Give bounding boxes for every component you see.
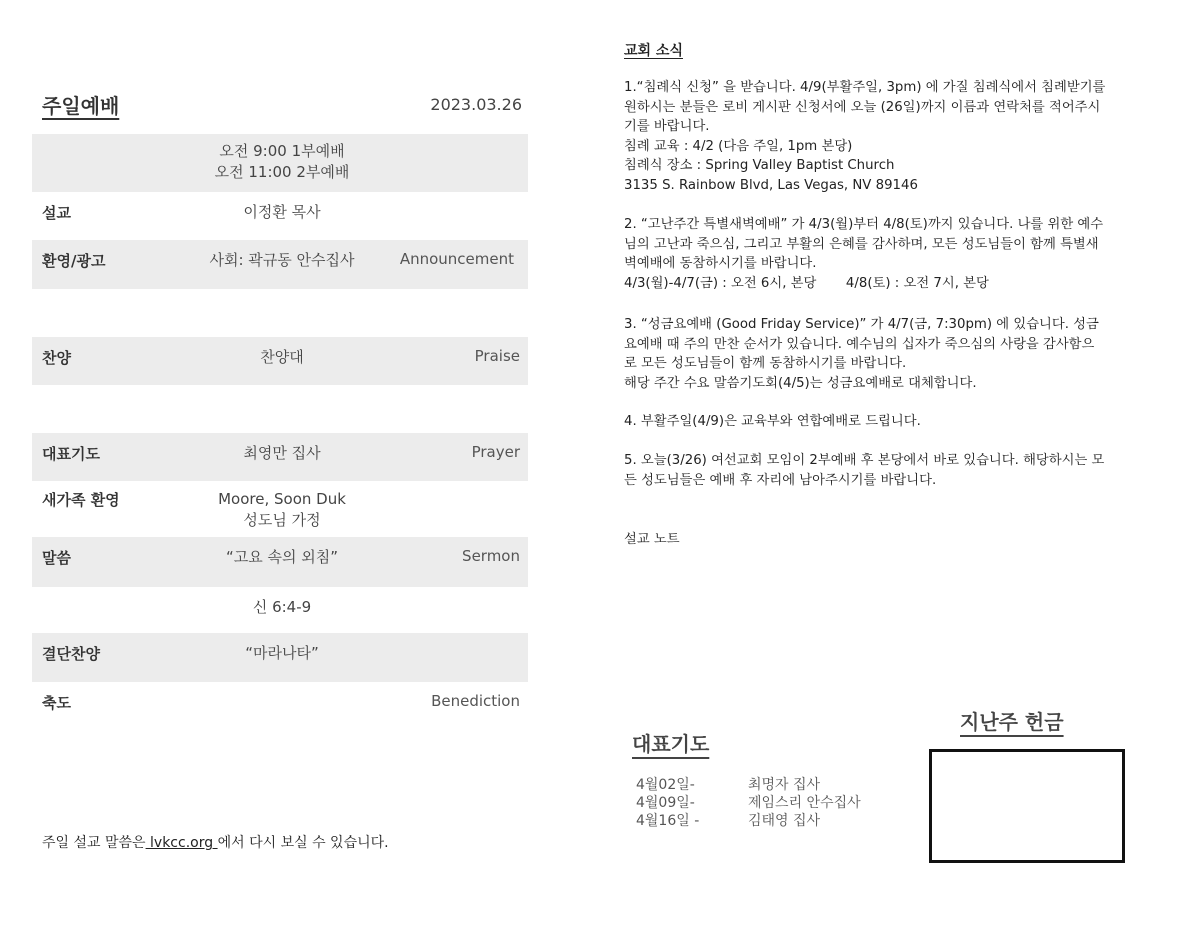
new-family-name: Moore, Soon Duk	[218, 490, 346, 508]
prayer-schedule-title: 대표기도	[632, 732, 710, 756]
benediction-row	[32, 682, 528, 728]
praise-row	[32, 337, 528, 385]
scripture-row	[32, 587, 528, 633]
row-label: 환영/광고	[42, 252, 106, 270]
prayer-date: 4월09일-	[636, 795, 695, 811]
sermon-notes-heading: 설교 노트	[624, 532, 680, 547]
news-item-baptism	[624, 78, 1172, 195]
row-label: 축도	[42, 694, 71, 712]
welcome-row	[32, 240, 528, 289]
row-english-label: Prayer	[471, 443, 520, 461]
new-family-row	[32, 481, 528, 537]
praise-leader: 찬양대	[260, 348, 304, 366]
offering-title: 지난주 헌금	[960, 710, 1064, 734]
note-prefix: 주일 설교 말씀은	[42, 835, 146, 851]
news-line: 3. “성금요예배 (Good Friday Service)” 가 4/7(금, 7:30pm) 에 있습니다. 성금	[624, 317, 1099, 332]
new-family-names	[162, 489, 402, 531]
row-english-label: Benediction	[431, 692, 520, 710]
news-line: 님의 고난과 죽으심, 그리고 부활의 은혜를 감사하며, 모든 성도님들이 함께 특별새	[624, 236, 1099, 252]
news-line: 4. 부활주일(4/9)은 교육부와 연합예배로 드립니다.	[624, 414, 921, 429]
row-label: 대표기도	[42, 445, 100, 463]
news-line: 기를 바랍니다.	[624, 119, 710, 134]
news-item-passion-week	[624, 215, 1172, 293]
list-item	[636, 794, 861, 812]
sermon-by-row	[32, 192, 528, 240]
new-family-household: 성도님 가정	[243, 511, 321, 529]
row-label: 찬양	[42, 349, 71, 367]
news-line: 침례 교육 : 4/2 (다음 주일, 1pm 본당)	[624, 138, 853, 154]
news-line: 2. “고난주간 특별새벽예배” 가 4/3(월)부터 4/8(토)까지 있습니다. 나를 위한 예수	[624, 217, 1104, 232]
news-line: 1.“침례식 신청” 을 받습니다. 4/9(부활주일, 3pm) 에 가질 침례식에서 침례받기를	[624, 80, 1106, 95]
first-service-time: 오전 9:00 1부예배	[219, 142, 345, 160]
prayer-person: 최명자 집사	[748, 777, 821, 793]
news-line: 침례식 장소 : Spring Valley Baptist Church	[624, 158, 895, 173]
prayer-person: 제임스리 안수집사	[748, 795, 861, 811]
row-label: 설교	[42, 204, 71, 222]
preacher-name: 이정환 목사	[243, 203, 321, 221]
news-line: 4/3(월)-4/7(금) : 오전 6시, 본당 4/8(토) : 오전 7시, 본당	[624, 275, 989, 291]
row-label: 말씀	[42, 549, 71, 567]
news-item-good-friday	[624, 315, 1172, 393]
service-title: 주일예배	[42, 94, 120, 118]
service-times	[162, 141, 402, 183]
row-english-label: Sermon	[462, 547, 520, 565]
row-label: 결단찬양	[42, 645, 100, 663]
news-item-womens-mission	[624, 451, 1172, 490]
prayer-date: 4월02일-	[636, 777, 695, 793]
news-item-easter	[624, 412, 1172, 432]
news-line: 해당 주간 수요 말씀기도회(4/5)는 성금요예배로 대체합니다.	[624, 375, 977, 391]
news-line: 로 모든 성도님들이 함께 동참하시기를 바랍니다.	[624, 356, 907, 371]
prayer-leader: 최영만 집사	[243, 444, 321, 462]
note-suffix: 에서 다시 보실 수 있습니다.	[217, 835, 389, 851]
news-line: 원하시는 분들은 로비 게시판 신청서에 오늘 (26일)까지 이름과 연락처를 적어주시	[624, 99, 1101, 115]
list-item	[636, 812, 861, 830]
host-name: 사회: 곽규동 안수집사	[209, 251, 355, 269]
scripture-reference: 신 6:4-9	[252, 598, 312, 616]
news-line: 벽예배에 동참하시기를 바랍니다.	[624, 256, 817, 271]
list-item	[636, 776, 861, 794]
prayer-schedule-list	[636, 776, 861, 830]
word-row	[32, 537, 528, 587]
prayer-person: 김태영 집사	[748, 813, 821, 829]
news-line: 5. 오늘(3/26) 여선교회 모임이 2부예배 후 본당에서 바로 있습니다. 해당하시는 모	[624, 453, 1105, 468]
offering-box	[929, 749, 1125, 863]
news-line: 든 성도님들은 예배 후 자리에 남아주시기를 바랍니다.	[624, 472, 937, 488]
row-english-label: Announcement	[399, 250, 514, 268]
website-link[interactable]: lvkcc.org	[145, 835, 218, 851]
sermon-online-note	[42, 832, 389, 852]
service-date: 2023.03.26	[430, 95, 522, 114]
response-hymn-row	[32, 633, 528, 682]
second-service-time: 오전 11:00 2부예배	[214, 163, 350, 181]
news-title: 교회 소식	[624, 43, 683, 59]
news-line: 3135 S. Rainbow Blvd, Las Vegas, NV 89146	[624, 177, 918, 193]
prayer-row	[32, 433, 528, 481]
response-hymn-title: “마라나타”	[245, 644, 319, 662]
prayer-date: 4월16일 -	[636, 813, 700, 829]
news-line: 요예배 때 주의 만찬 순서가 있습니다. 예수님의 십자가 죽으심의 사랑을 감사함으	[624, 336, 1095, 352]
row-english-label: Praise	[474, 347, 520, 365]
sermon-title: “고요 속의 외침”	[225, 548, 339, 566]
service-times-row	[32, 134, 528, 192]
row-label: 새가족 환영	[42, 491, 120, 509]
